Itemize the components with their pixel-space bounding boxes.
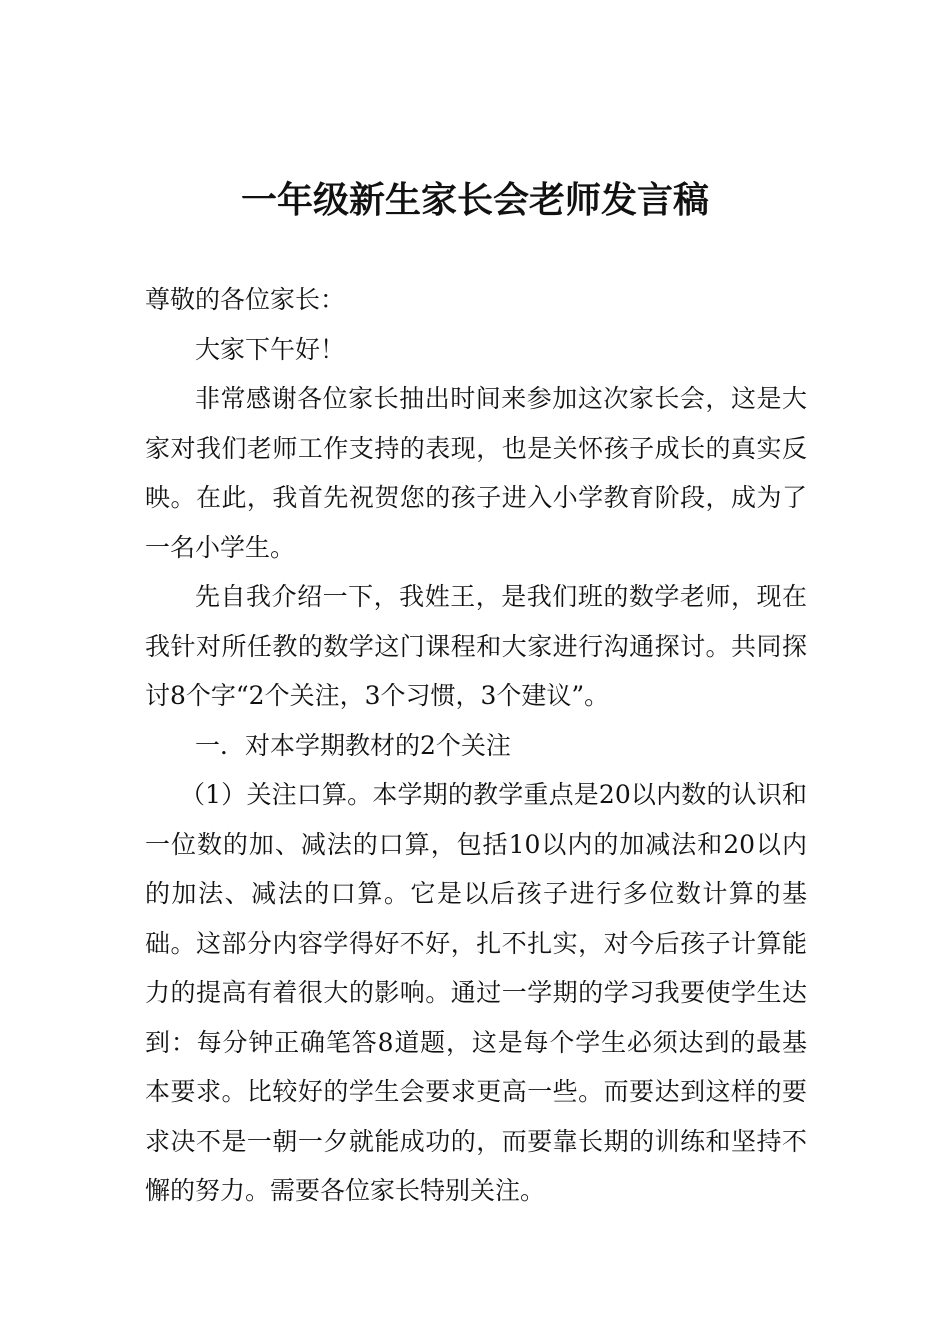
- salutation-paragraph: 尊敬的各位家长：: [145, 285, 346, 314]
- document-title: 一年级新生家长会老师发言稿: [240, 179, 709, 221]
- introduction-paragraph: 先自我介绍一下，我姓王，是我们班的数学老师，现在我针对所任教的数学这门课程和大家进行沟通探讨。共同探讨8个字“2个关注，3个习惯，3个建议”。: [145, 582, 807, 710]
- section-heading: 一．对本学期教材的2个关注: [195, 730, 511, 760]
- thanks-paragraph: 非常感谢各位家长抽出时间来参加这次家长会，这是大家对我们老师工作支持的表现，也是关怀孩子成长的真实反映。在此，我首先祝贺您的孩子进入小学教育阶段，成为了一名小学生。: [145, 384, 807, 562]
- oral-calculation-paragraph: （1）关注口算。本学期的教学重点是20以内数的认识和一位数的加、减法的口算，包括10以内的加减法和20以内的加法、减法的口算。它是以后孩子进行多位数计算的基础。这部分内容学得好不好，扎不扎实，对今后孩子计算能力的提高有着很大的影响。通过一学期的学习我要使学生达到：每分钟正确笔答8道题，这是每个学生必须达到的最基本要求。比较好的学生会要求更高一些。而要达到这样的要求决不是一朝一夕就能成功的，而要靠长期的训练和坚持不懈的努力。需要各位家长特别关注。: [145, 780, 807, 1205]
- document-body: [145, 275, 807, 1216]
- greeting-paragraph: 大家下午好！: [195, 334, 346, 364]
